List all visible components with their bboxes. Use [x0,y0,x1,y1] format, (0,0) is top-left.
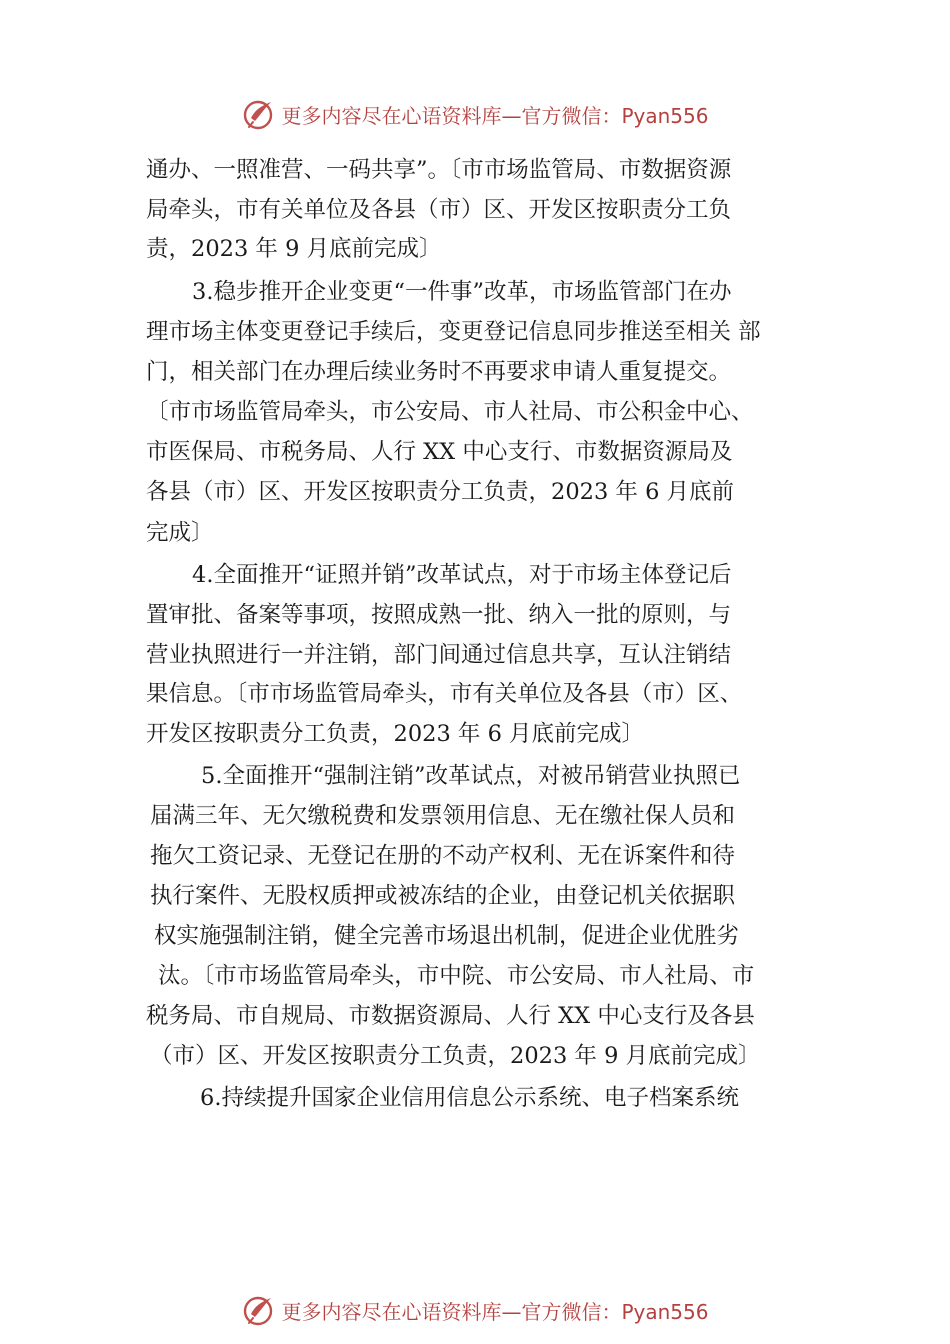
brand-logo-icon [241,1292,277,1328]
text-line: 执行案件、无股权质押或被冻结的企业，由登记机关依据职 [150,883,736,909]
text-line: 汰。〔市市场监管局牵头，市中院、市公安局、市人社局、市 [158,963,755,989]
text-line: 理市场主体变更登记手续后，变更登记信息同步推送至相关 部 [146,319,761,345]
text-line: 责，2023 年 9 月底前完成〕 [146,236,442,262]
text-line: 权实施强制注销，健全完善市场退出机制，促进企业优胜劣 [154,923,740,949]
text-line: 开发区按职责分工负责，2023 年 6 月底前完成〕 [146,721,645,747]
brand-logo-icon [241,96,277,132]
text-line: 门，相关部门在办理后续业务时不再要求申请人重复提交。 [146,359,732,385]
text-line: 完成〕 [146,520,214,546]
text-line: 届满三年、无欠缴税费和发票领用信息、无在缴社保人员和 [150,803,736,829]
text-line: 局牵头，市有关单位及各县（市）区、开发区按职责分工负 [146,197,732,223]
text-line: 6.持续提升国家企业信用信息公示系统、电子档案系统 [200,1085,739,1111]
text-line: 市医保局、市税务局、人行 XX 中心支行、市数据资源局及 [146,439,733,465]
text-line: 通办、一照准营、一码共享”。〔市市场监管局、市数据资源 [146,157,732,183]
banner-text: 更多内容尽在心语资料库—官方微信：Pyan556 [281,103,709,128]
header-banner [0,94,950,134]
text-line: （市）区、开发区按职责分工负责，2023 年 9 月底前完成〕 [150,1043,761,1069]
text-line: 各县（市）区、开发区按职责分工负责，2023 年 6 月底前 [146,479,735,505]
text-line: 〔市市场监管局牵头，市公安局、市人社局、市公积金中心、 [146,399,754,425]
text-line: 果信息。〔市市场监管局牵头，市有关单位及各县（市）区、 [146,681,743,707]
text-line: 4.全面推开“证照并销”改革试点，对于市场主体登记后 [192,562,732,588]
footer-banner [0,1290,950,1330]
text-line: 置审批、备案等事项，按照成熟一批、纳入一批的原则，与 [146,602,732,628]
text-line: 拖欠工资记录、无登记在册的不动产权利、无在诉案件和待 [150,843,736,869]
text-line: 3.稳步推开企业变更“一件事”改革，市场监管部门在办 [192,279,732,305]
text-line: 税务局、市自规局、市数据资源局、人行 XX 中心支行及各县 [146,1003,755,1029]
text-line: 营业执照进行一并注销，部门间通过信息共享，互认注销结 [146,642,732,668]
text-line: 5.全面推开“强制注销”改革试点，对被吊销营业执照已 [201,763,741,789]
banner-text: 更多内容尽在心语资料库—官方微信：Pyan556 [281,1299,709,1324]
